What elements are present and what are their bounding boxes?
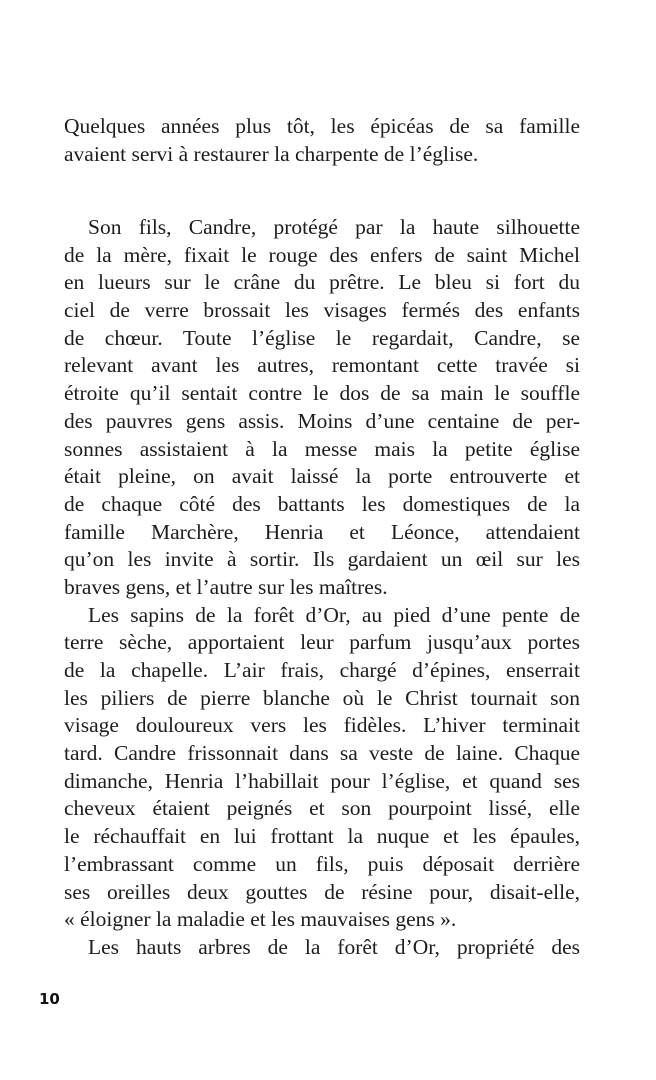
text-line: braves gens, et l’autre sur les maîtres. [64,574,388,599]
text-line: visage douloureux vers les fidèles. L’hiver terminait [64,713,580,738]
text-line: cheveux étaient peignés et son pourpoint lissé, elle [64,796,580,821]
text-line: Son fils, Candre, protégé par la haute silhouette [88,215,580,239]
text-line: le réchauffait en lui frottant la nuque et les épaules, [64,824,580,849]
text-line: de chœur. Toute l’église le regardait, Candre, se [64,325,580,350]
text-line: de chaque côté des battants les domestiques de la [64,491,580,516]
text-line: Les hauts arbres de la forêt d’Or, propriété des [88,934,580,959]
text-line: sonnes assistaient à la messe mais la petite église [64,436,580,461]
text-line: avaient servi à restaurer la charpente de l’église. [64,141,479,166]
page-number: 10 [39,990,60,1008]
text-line: terre sèche, apportaient leur parfum jusqu’aux portes [64,630,580,655]
text-line: dimanche, Henria l’habillait pour l’église, et quand ses [64,768,580,793]
text-line: était pleine, on avait laissé la porte entrouverte et [64,464,580,489]
text-line: les piliers de pierre blanche où le Christ tournait son [64,685,580,710]
text-line: étroite qu’il sentait contre le dos de sa main le souffle [64,381,580,406]
text-line: de la chapelle. L’air frais, chargé d’épines, enserrait [64,658,580,682]
text-line: l’embrassant comme un fils, puis déposait derrière [64,851,580,876]
text-line: qu’on les invite à sortir. Ils gardaient un œil sur les [64,547,580,572]
paragraph [64,113,580,168]
text-line: tard. Candre frissonnait dans sa veste de laine. Chaque [64,741,580,766]
paragraph-group [64,214,580,962]
text-line: ciel de verre brossait les visages fermés des enfants [64,298,580,323]
text-line: Les sapins de la forêt d’Or, au pied d’une pente de [88,602,580,627]
text-line: famille Marchère, Henria et Léonce, attendaient [64,519,580,544]
text-line: « éloigner la maladie et les mauvaises gens ». [64,907,457,932]
text-line: relevant avant les autres, remontant cette travée si [64,353,580,378]
text-line: de la mère, fixait le rouge des enfers de saint Michel [64,242,580,267]
text-line: en lueurs sur le crâne du prêtre. Le bleu si fort du [64,270,580,295]
text-line: ses oreilles deux gouttes de résine pour, disait-elle, [64,879,580,904]
text-line: des pauvres gens assis. Moins d’une centaine de per- [64,408,580,433]
text-line: Quelques années plus tôt, les épicéas de sa famille [64,114,580,138]
